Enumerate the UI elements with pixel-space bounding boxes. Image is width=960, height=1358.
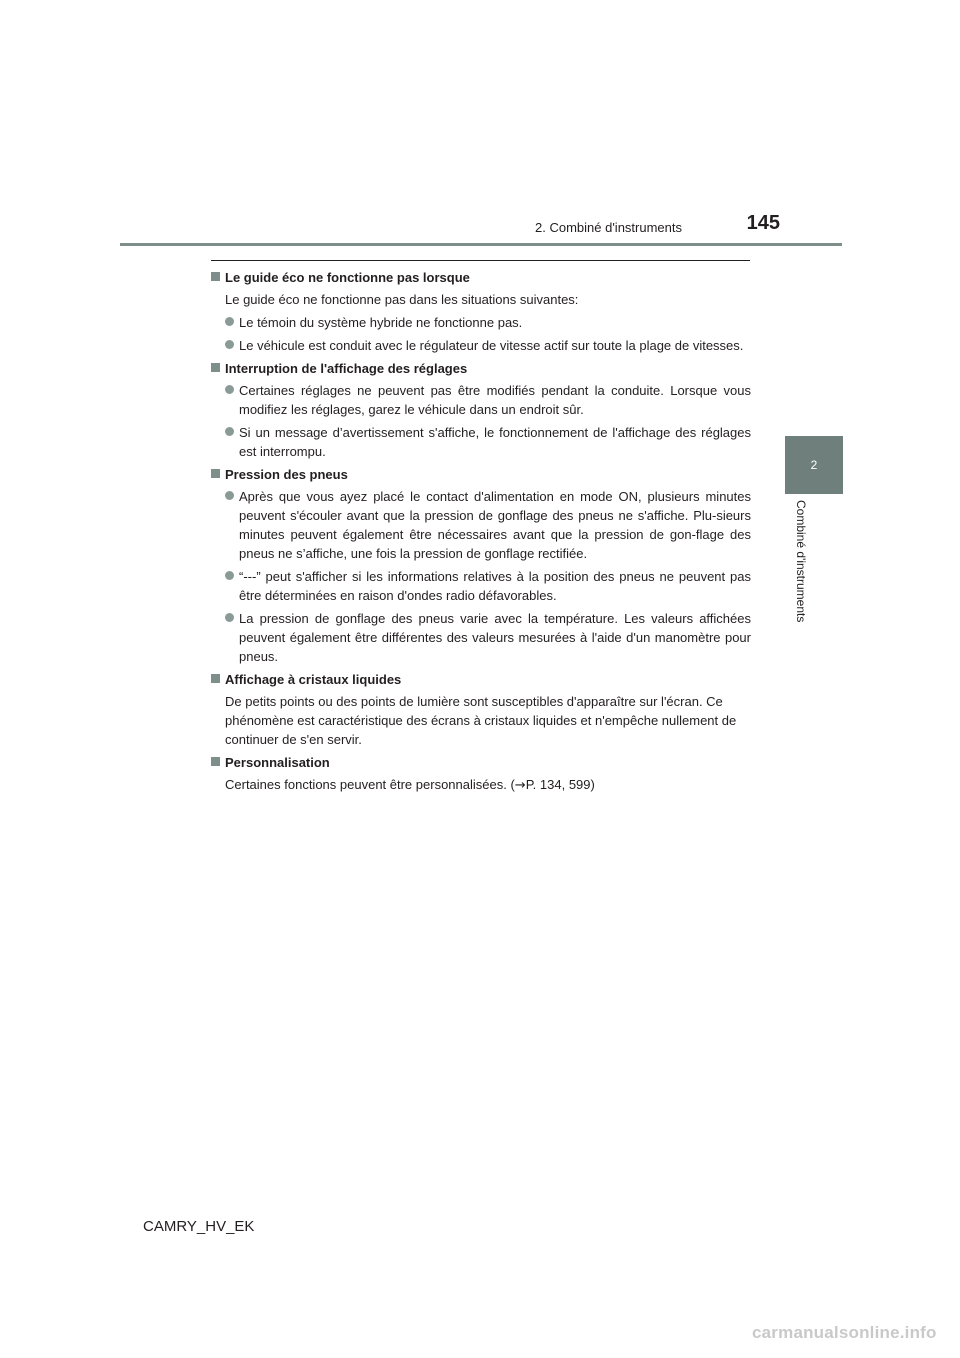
section-tire-pressure <box>211 465 751 666</box>
header-rule <box>120 243 842 246</box>
list-item <box>225 423 751 461</box>
chapter-tab: 2 <box>785 436 843 494</box>
square-bullet-icon <box>211 757 220 766</box>
bullet-dot-icon <box>225 317 234 326</box>
list-item-text: Si un message d’avertissement s'affiche, le fonctionnement de l'affichage des réglages est interrompu. <box>239 425 751 459</box>
list-item-text: La pression de gonflage des pneus varie avec la température. Les valeurs affichées peuvent également être différentes des valeurs mesurées à l'aide d'un manomètre pour pneus. <box>239 611 751 664</box>
heading-text: Pression des pneus <box>225 467 348 482</box>
section-heading <box>211 268 751 287</box>
square-bullet-icon <box>211 363 220 372</box>
bullet-dot-icon <box>225 340 234 349</box>
section-intro <box>225 775 751 795</box>
bullet-dot-icon <box>225 491 234 500</box>
section-heading <box>211 670 751 689</box>
list-item <box>225 336 751 355</box>
list-item <box>225 487 751 563</box>
heading-text: Affichage à cristaux liquides <box>225 672 402 687</box>
section-heading <box>211 465 751 484</box>
section-eco-guide <box>211 268 751 355</box>
section-heading <box>211 359 751 378</box>
section-heading <box>211 753 751 772</box>
bullet-dot-icon <box>225 427 234 436</box>
list-item <box>225 381 751 419</box>
square-bullet-icon <box>211 674 220 683</box>
page-number: 145 <box>746 212 780 234</box>
square-bullet-icon <box>211 469 220 478</box>
section-settings-interruption <box>211 359 751 461</box>
heading-text: Le guide éco ne fonctionne pas lorsque <box>225 270 470 285</box>
list-item-text: Le véhicule est conduit avec le régulateur de vitesse actif sur toute la plage de vitesses. <box>239 338 744 353</box>
heading-text: Interruption de l'affichage des réglages <box>225 361 468 376</box>
section-intro: De petits points ou des points de lumière sont susceptibles d'apparaître sur l'écran. Ce phénomène est caractéristique des écrans à cristaux liquides et n'empêche nullement de continuer de s'en servir. <box>225 694 737 747</box>
bullet-dot-icon <box>225 385 234 394</box>
chapter-title: 2. Combiné d'instruments <box>535 220 682 235</box>
watermark: carmanualsonline.info <box>752 1323 937 1342</box>
heading-text: Personnalisation <box>225 755 330 770</box>
document-code: CAMRY_HV_EK <box>143 1218 255 1235</box>
section-top-rule <box>211 260 750 261</box>
section-intro: Le guide éco ne fonctionne pas dans les situations suivantes: <box>225 292 579 307</box>
list-item-text: Certaines réglages ne peuvent pas être modifiés pendant la conduite. Lorsque vous modifiez les réglages, garez le véhicule dans un endroit sûr. <box>239 383 751 417</box>
list-item <box>225 313 751 332</box>
list-item <box>225 567 751 605</box>
list-item-text: “---” peut s'afficher si les informations relatives à la position des pneus ne peuvent pas être déterminées en raison d'ondes radio défavorables. <box>239 569 751 603</box>
page-content <box>211 268 751 799</box>
list-item-text: Après que vous ayez placé le contact d'alimentation en mode ON, plusieurs minutes peuvent s'écouler avant que la pression de gonflage des pneus ne s'affiche. Plu-sieurs minutes peuvent également être nécessaires avant que la pression de gon-flage des pneus ne s’affiche, une fois la pression de gonflage rectifiée. <box>239 489 751 561</box>
list-item <box>225 609 751 666</box>
page-reference-link[interactable]: P. 134, 599) <box>525 777 595 792</box>
section-customization <box>211 753 751 795</box>
chapter-tab-label: Combiné d'instruments <box>794 500 808 623</box>
square-bullet-icon <box>211 272 220 281</box>
bullet-dot-icon <box>225 613 234 622</box>
bullet-dot-icon <box>225 571 234 580</box>
intro-text: Certaines fonctions peuvent être personnalisées. ( <box>225 777 515 792</box>
section-lcd <box>211 670 751 749</box>
right-arrow-icon: → <box>514 778 526 793</box>
list-item-text: Le témoin du système hybride ne fonctionne pas. <box>239 315 523 330</box>
